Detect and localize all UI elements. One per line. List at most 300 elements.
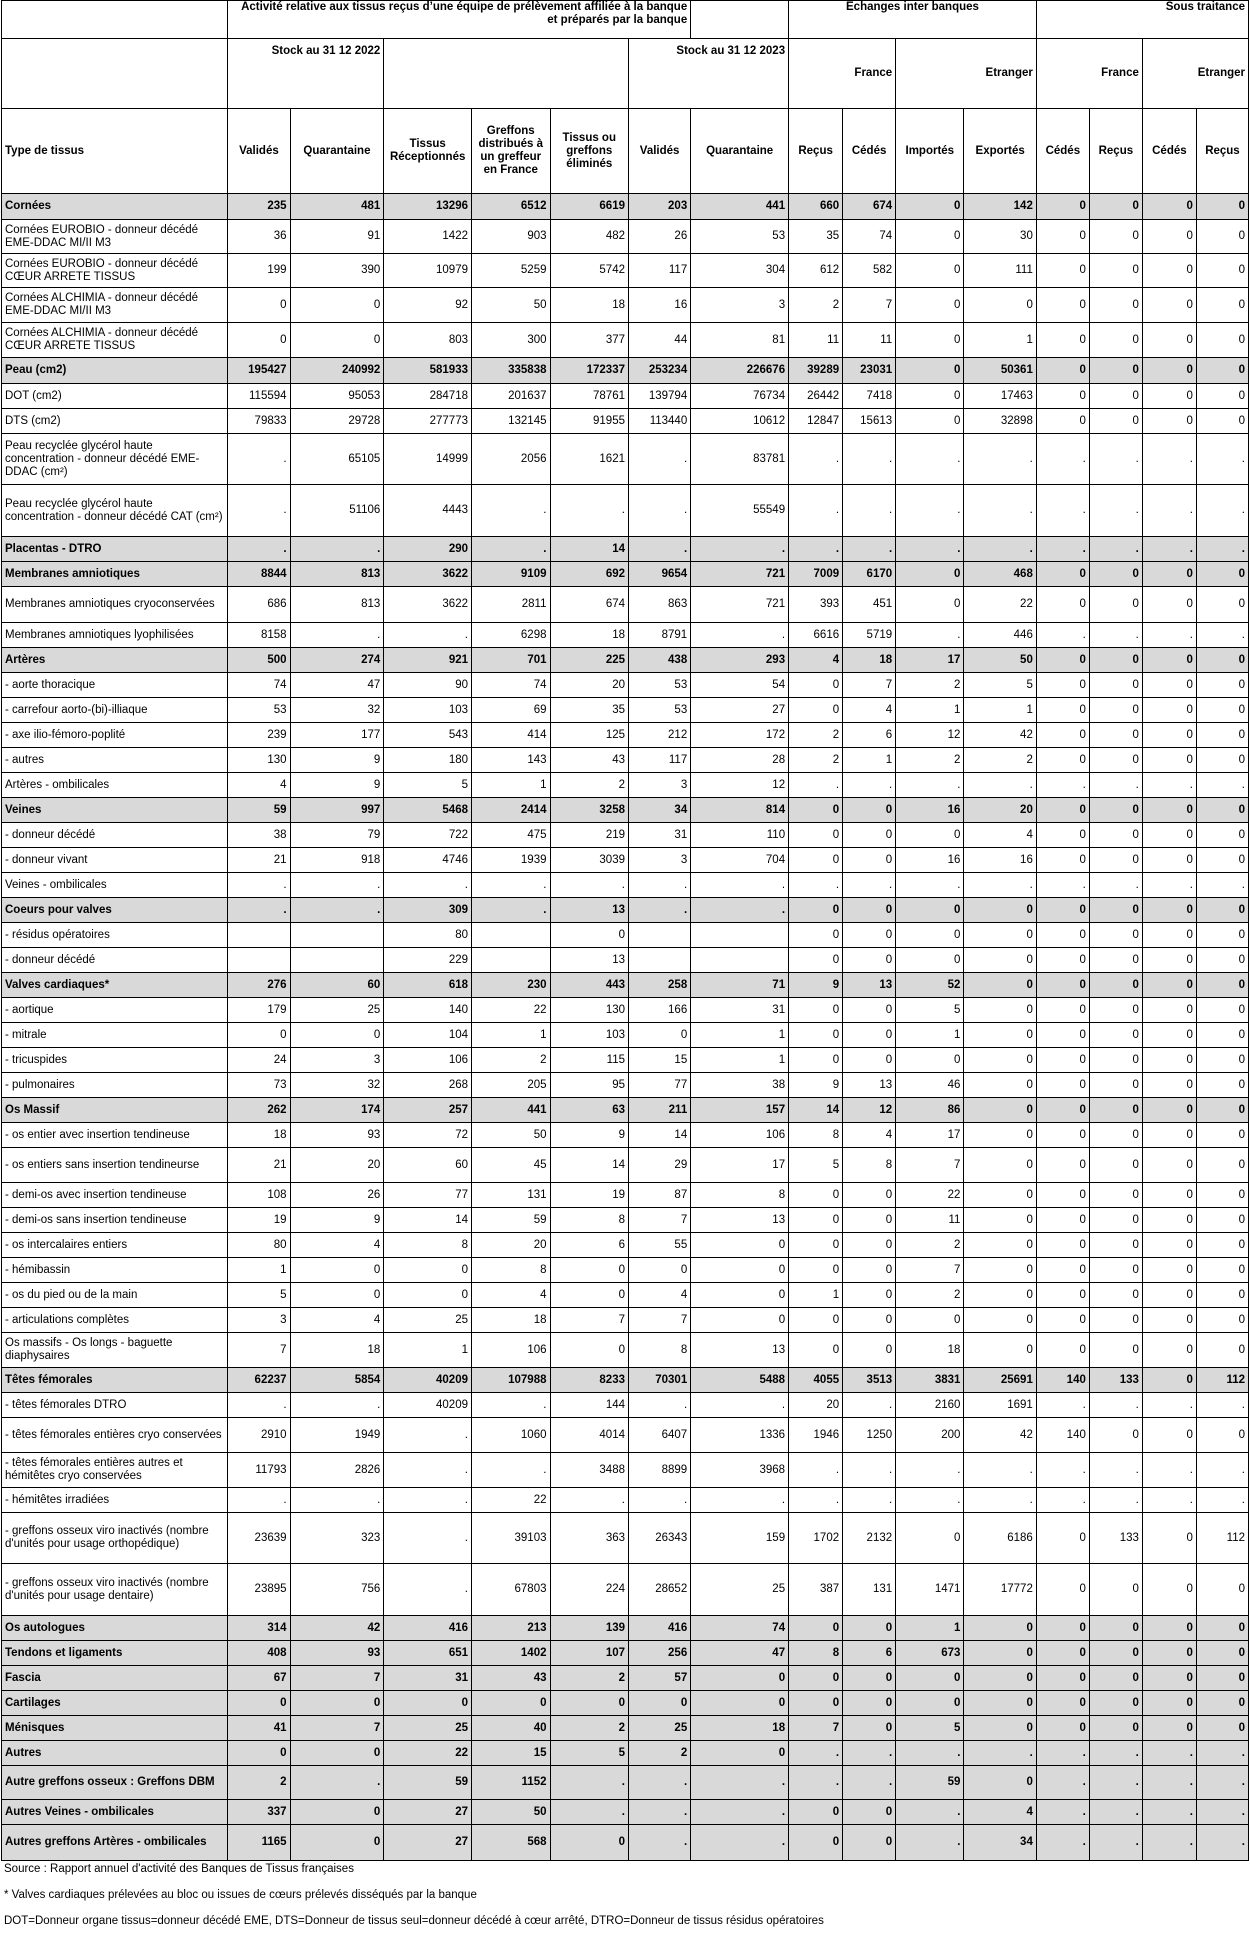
- table-cell: 15: [629, 1048, 691, 1073]
- table-cell: 8: [472, 1258, 551, 1283]
- table-cell: 4014: [550, 1418, 629, 1453]
- table-cell: 9654: [629, 562, 691, 587]
- table-cell: 0: [1036, 1073, 1089, 1098]
- table-cell: 0: [1142, 323, 1196, 358]
- row-label: - os entiers sans insertion tendineurse: [2, 1148, 228, 1183]
- table-cell: 6: [843, 723, 896, 748]
- table-cell: .: [1089, 1488, 1142, 1513]
- table-cell: 139: [550, 1616, 629, 1641]
- table-cell: 0: [1196, 648, 1248, 673]
- table-cell: 543: [384, 723, 472, 748]
- table-cell: 443: [550, 973, 629, 998]
- column-header: Tissus ou greffons éliminés: [550, 109, 629, 194]
- table-cell: 0: [789, 1616, 843, 1641]
- table-cell: 5: [550, 1741, 629, 1766]
- table-cell: 692: [550, 562, 629, 587]
- table-cell: .: [843, 434, 896, 485]
- table-cell: .: [1036, 1741, 1089, 1766]
- row-label: Têtes fémorales: [2, 1368, 228, 1393]
- table-cell: 201637: [472, 384, 551, 409]
- table-cell: 813: [290, 562, 384, 587]
- table-cell: 59: [384, 1766, 472, 1800]
- table-cell: 6407: [629, 1418, 691, 1453]
- table-cell: 416: [629, 1616, 691, 1641]
- table-cell: 142: [964, 194, 1036, 220]
- table-cell: 0: [1142, 748, 1196, 773]
- table-cell: 12: [896, 723, 964, 748]
- table-cell: 50: [472, 288, 551, 323]
- header-stock-2023: Stock au 31 12 2023: [629, 39, 789, 109]
- table-cell: .: [1142, 1825, 1196, 1861]
- table-cell: 7: [290, 1666, 384, 1691]
- table-cell: 54: [691, 673, 789, 698]
- table-cell: 24: [228, 1048, 290, 1073]
- table-cell: 83781: [691, 434, 789, 485]
- table-cell: 446: [964, 623, 1036, 648]
- table-cell: 0: [843, 1616, 896, 1641]
- row-label: Membranes amniotiques lyophilisées: [2, 623, 228, 648]
- row-label: Ménisques: [2, 1716, 228, 1741]
- table-cell: 23031: [843, 358, 896, 384]
- row-label: - hémibassin: [2, 1258, 228, 1283]
- table-cell: .: [1196, 1766, 1248, 1800]
- table-cell: 0: [896, 194, 964, 220]
- table-cell: 3: [228, 1308, 290, 1333]
- column-header: Importés: [896, 109, 964, 194]
- table-cell: 140: [1036, 1368, 1089, 1393]
- table-cell: .: [896, 1453, 964, 1488]
- row-label: - demi-os avec insertion tendineuse: [2, 1183, 228, 1208]
- table-group-row: [2, 1766, 1249, 1800]
- table-cell: 363: [550, 1513, 629, 1564]
- table-cell: 335838: [472, 358, 551, 384]
- table-cell: 416: [384, 1616, 472, 1641]
- table-group-row: [2, 1691, 1249, 1716]
- table-cell: 3258: [550, 798, 629, 823]
- table-cell: 0: [1036, 220, 1089, 254]
- header-blank-2: [2, 39, 228, 109]
- table-cell: 2: [550, 773, 629, 798]
- table-cell: .: [290, 1488, 384, 1513]
- column-header: Reçus: [789, 109, 843, 194]
- table-cell: 0: [1036, 998, 1089, 1023]
- table-cell: 13: [691, 1333, 789, 1368]
- table-cell: 1422: [384, 220, 472, 254]
- table-cell: 0: [1036, 1716, 1089, 1741]
- table-cell: .: [472, 898, 551, 923]
- table-cell: .: [1089, 1393, 1142, 1418]
- table-cell: 2: [896, 673, 964, 698]
- table-cell: 133: [1089, 1513, 1142, 1564]
- table-cell: 0: [843, 798, 896, 823]
- table-cell: 46: [896, 1073, 964, 1098]
- table-cell: 53: [691, 220, 789, 254]
- table-cell: 57: [629, 1666, 691, 1691]
- table-cell: 686: [228, 587, 290, 623]
- table-cell: 1165: [228, 1825, 290, 1861]
- table-cell: 0: [964, 1258, 1036, 1283]
- table-cell: 0: [789, 848, 843, 873]
- table-cell: 45: [472, 1148, 551, 1183]
- table-cell: 18: [550, 623, 629, 648]
- table-row: [2, 1258, 1249, 1283]
- table-cell: 229: [384, 948, 472, 973]
- table-cell: 309: [384, 898, 472, 923]
- table-cell: 16: [629, 288, 691, 323]
- table-cell: 0: [1036, 1564, 1089, 1616]
- column-header: Tissus Réceptionnés: [384, 109, 472, 194]
- table-cell: 0: [896, 409, 964, 434]
- table-cell: 22: [472, 998, 551, 1023]
- table-cell: 0: [1036, 948, 1089, 973]
- table-cell: .: [1196, 1825, 1248, 1861]
- table-cell: 0: [1142, 1333, 1196, 1368]
- table-cell: 0: [1196, 1616, 1248, 1641]
- table-cell: .: [1142, 434, 1196, 485]
- table-cell: 0: [1196, 1048, 1248, 1073]
- table-cell: 0: [1089, 1183, 1142, 1208]
- table-cell: .: [228, 1488, 290, 1513]
- table-cell: 0: [1089, 194, 1142, 220]
- table-cell: 5468: [384, 798, 472, 823]
- table-cell: 8: [789, 1123, 843, 1148]
- table-cell: 0: [1196, 358, 1248, 384]
- table-cell: 0: [789, 923, 843, 948]
- table-cell: .: [629, 485, 691, 537]
- table-cell: .: [550, 1766, 629, 1800]
- table-cell: .: [843, 1488, 896, 1513]
- table-cell: 1949: [290, 1418, 384, 1453]
- row-label: Cornées EUROBIO - donneur décédé CŒUR ARRETE TISSUS: [2, 254, 228, 288]
- table-cell: 0: [789, 898, 843, 923]
- table-row: [2, 873, 1249, 898]
- table-cell: 17: [896, 648, 964, 673]
- row-label: - os du pied ou de la main: [2, 1283, 228, 1308]
- table-cell: .: [1036, 623, 1089, 648]
- table-cell: .: [1196, 1488, 1248, 1513]
- table-cell: 0: [896, 1048, 964, 1073]
- table-cell: 13: [843, 1073, 896, 1098]
- table-cell: 174: [290, 1098, 384, 1123]
- table-cell: .: [964, 485, 1036, 537]
- table-group-row: [2, 358, 1249, 384]
- table-cell: 1: [228, 1258, 290, 1283]
- table-cell: .: [1196, 773, 1248, 798]
- table-cell: .: [384, 623, 472, 648]
- table-cell: 5488: [691, 1368, 789, 1393]
- table-cell: 0: [1142, 1098, 1196, 1123]
- table-cell: 0: [789, 1048, 843, 1073]
- table-cell: 47: [290, 673, 384, 698]
- table-cell: [228, 948, 290, 973]
- table-cell: 2: [789, 288, 843, 323]
- table-cell: 7: [629, 1208, 691, 1233]
- table-cell: .: [228, 873, 290, 898]
- table-cell: 0: [1196, 1258, 1248, 1283]
- table-cell: 475: [472, 823, 551, 848]
- table-cell: 73: [228, 1073, 290, 1098]
- table-cell: 0: [1196, 1283, 1248, 1308]
- table-cell: 0: [843, 1800, 896, 1825]
- table-cell: 0: [1196, 1233, 1248, 1258]
- table-cell: 568: [472, 1825, 551, 1861]
- table-cell: 12847: [789, 409, 843, 434]
- table-cell: 80: [384, 923, 472, 948]
- table-cell: 76734: [691, 384, 789, 409]
- header-blank: [2, 1, 228, 39]
- table-row: [2, 1023, 1249, 1048]
- table-cell: 0: [964, 288, 1036, 323]
- table-cell: 8: [843, 1148, 896, 1183]
- table-cell: 0: [1089, 1233, 1142, 1258]
- table-cell: 23639: [228, 1513, 290, 1564]
- table-cell: 813: [290, 587, 384, 623]
- table-cell: 0: [550, 923, 629, 948]
- table-cell: 103: [384, 698, 472, 723]
- table-cell: 25: [384, 1308, 472, 1333]
- table-cell: 0: [1196, 723, 1248, 748]
- table-cell: 2056: [472, 434, 551, 485]
- table-cell: 7: [896, 1258, 964, 1283]
- table-cell: 140: [384, 998, 472, 1023]
- row-label: - aorte thoracique: [2, 673, 228, 698]
- table-cell: 0: [896, 288, 964, 323]
- table-cell: 0: [1089, 948, 1142, 973]
- table-cell: 0: [691, 1233, 789, 1258]
- table-cell: .: [896, 1741, 964, 1766]
- table-cell: 0: [1036, 1048, 1089, 1073]
- table-cell: 256: [629, 1641, 691, 1666]
- table-cell: 0: [964, 1333, 1036, 1368]
- table-cell: 468: [964, 562, 1036, 587]
- table-cell: .: [843, 873, 896, 898]
- row-label: - mitrale: [2, 1023, 228, 1048]
- table-cell: 35: [550, 698, 629, 723]
- table-cell: 0: [843, 823, 896, 848]
- table-cell: 0: [896, 1513, 964, 1564]
- table-cell: 0: [1142, 1233, 1196, 1258]
- table-cell: 1691: [964, 1393, 1036, 1418]
- table-row: [2, 948, 1249, 973]
- table-cell: 0: [1142, 220, 1196, 254]
- table-cell: 14: [550, 537, 629, 562]
- row-label: Membranes amniotiques cryoconservées: [2, 587, 228, 623]
- table-cell: [290, 923, 384, 948]
- table-cell: 50: [472, 1123, 551, 1148]
- row-label: Veines: [2, 798, 228, 823]
- table-cell: 6186: [964, 1513, 1036, 1564]
- table-cell: 0: [691, 1691, 789, 1716]
- table-cell: 0: [964, 1148, 1036, 1183]
- table-cell: 262: [228, 1098, 290, 1123]
- header-sous-etranger: Etranger: [1142, 39, 1248, 109]
- row-label: - donneur décédé: [2, 948, 228, 973]
- table-cell: 0: [1142, 898, 1196, 923]
- table-cell: 26343: [629, 1513, 691, 1564]
- table-cell: .: [843, 1453, 896, 1488]
- table-cell: 3831: [896, 1368, 964, 1393]
- table-cell: 290: [384, 537, 472, 562]
- table-cell: 32: [290, 698, 384, 723]
- table-cell: 224: [550, 1564, 629, 1616]
- table-cell: 132145: [472, 409, 551, 434]
- table-cell: [629, 923, 691, 948]
- table-cell: 53: [629, 673, 691, 698]
- table-cell: 0: [896, 823, 964, 848]
- table-row: [2, 1073, 1249, 1098]
- table-cell: 314: [228, 1616, 290, 1641]
- table-cell: .: [629, 873, 691, 898]
- table-cell: 0: [896, 898, 964, 923]
- table-cell: .: [1196, 1453, 1248, 1488]
- table-cell: 59: [228, 798, 290, 823]
- table-cell: 2: [228, 1766, 290, 1800]
- table-cell: 117: [629, 748, 691, 773]
- table-cell: 3622: [384, 562, 472, 587]
- table-cell: 113440: [629, 409, 691, 434]
- table-cell: 441: [472, 1098, 551, 1123]
- table-cell: 1: [691, 1023, 789, 1048]
- table-cell: 0: [1089, 409, 1142, 434]
- table-cell: 4: [629, 1283, 691, 1308]
- table-cell: 44: [629, 323, 691, 358]
- table-cell: [691, 923, 789, 948]
- table-cell: 0: [896, 1308, 964, 1333]
- table-cell: 104: [384, 1023, 472, 1048]
- table-cell: .: [629, 1766, 691, 1800]
- table-cell: .: [1036, 1825, 1089, 1861]
- table-cell: 0: [1036, 384, 1089, 409]
- row-label: - donneur vivant: [2, 848, 228, 873]
- table-cell: 0: [1036, 723, 1089, 748]
- table-cell: 3968: [691, 1453, 789, 1488]
- table-cell: 3: [629, 773, 691, 798]
- table-cell: 0: [896, 384, 964, 409]
- table-cell: 2: [964, 748, 1036, 773]
- footnote-source: Source : Rapport annuel d'activité des Banques de Tissus françaises: [4, 1863, 354, 1875]
- table-cell: 0: [550, 1333, 629, 1368]
- table-cell: 21: [228, 848, 290, 873]
- row-label: - résidus opératoires: [2, 923, 228, 948]
- table-cell: 5: [964, 673, 1036, 698]
- table-cell: 34: [964, 1825, 1036, 1861]
- table-cell: 0: [1089, 1333, 1142, 1368]
- row-label: Tendons et ligaments: [2, 1641, 228, 1666]
- table-cell: 50: [964, 648, 1036, 673]
- table-cell: 0: [1196, 384, 1248, 409]
- row-label: Autres: [2, 1741, 228, 1766]
- table-cell: 414: [472, 723, 551, 748]
- table-cell: 0: [1089, 1308, 1142, 1333]
- table-cell: 0: [1196, 948, 1248, 973]
- table-cell: .: [1089, 434, 1142, 485]
- table-cell: 0: [1142, 723, 1196, 748]
- table-cell: 27: [384, 1825, 472, 1861]
- table-cell: .: [629, 1393, 691, 1418]
- table-group-row: [2, 1741, 1249, 1766]
- table-cell: 125: [550, 723, 629, 748]
- table-cell: 226676: [691, 358, 789, 384]
- table-cell: 0: [1142, 1283, 1196, 1308]
- table-cell: 39103: [472, 1513, 551, 1564]
- table-cell: 74: [228, 673, 290, 698]
- table-cell: 9: [789, 973, 843, 998]
- table-cell: 1946: [789, 1418, 843, 1453]
- table-cell: 0: [1142, 562, 1196, 587]
- table-row: [2, 1183, 1249, 1208]
- table-cell: 0: [1036, 823, 1089, 848]
- table-cell: 921: [384, 648, 472, 673]
- table-cell: 7: [843, 673, 896, 698]
- table-cell: 112: [1196, 1513, 1248, 1564]
- table-cell: 131: [472, 1183, 551, 1208]
- table-cell: 47: [691, 1641, 789, 1666]
- table-cell: 0: [1089, 384, 1142, 409]
- table-cell: .: [1089, 623, 1142, 648]
- table-cell: 7: [228, 1333, 290, 1368]
- table-cell: 29728: [290, 409, 384, 434]
- table-cell: .: [384, 1488, 472, 1513]
- header-stock-2022: Stock au 31 12 2022: [228, 39, 384, 109]
- table-cell: 377: [550, 323, 629, 358]
- table-cell: 0: [290, 1258, 384, 1283]
- header-activite-tail: [691, 1, 789, 39]
- table-cell: 0: [1036, 323, 1089, 358]
- table-cell: 5742: [550, 254, 629, 288]
- table-cell: 0: [228, 323, 290, 358]
- table-cell: 20: [964, 798, 1036, 823]
- row-label: DOT (cm2): [2, 384, 228, 409]
- table-cell: .: [472, 1393, 551, 1418]
- table-cell: 0: [1142, 1564, 1196, 1616]
- table-cell: 0: [1142, 1666, 1196, 1691]
- tissue-activity-table: [1, 0, 1249, 1861]
- table-cell: 0: [964, 1766, 1036, 1800]
- table-cell: 0: [550, 1258, 629, 1283]
- table-cell: 7: [789, 1716, 843, 1741]
- table-cell: 0: [1089, 1208, 1142, 1233]
- table-cell: 4: [472, 1283, 551, 1308]
- table-cell: 0: [1089, 798, 1142, 823]
- table-cell: 10979: [384, 254, 472, 288]
- table-cell: [691, 948, 789, 973]
- table-cell: 1: [843, 748, 896, 773]
- table-cell: 0: [1142, 848, 1196, 873]
- table-cell: 0: [896, 254, 964, 288]
- table-cell: 18: [472, 1308, 551, 1333]
- table-cell: 0: [1036, 1283, 1089, 1308]
- table-cell: .: [1089, 537, 1142, 562]
- column-header: Quarantaine: [691, 109, 789, 194]
- table-cell: 0: [290, 1283, 384, 1308]
- table-cell: 6616: [789, 623, 843, 648]
- table-cell: 22: [964, 587, 1036, 623]
- table-cell: .: [472, 873, 551, 898]
- table-row: [2, 1208, 1249, 1233]
- table-cell: .: [1036, 1800, 1089, 1825]
- table-cell: .: [691, 873, 789, 898]
- table-cell: 0: [843, 998, 896, 1023]
- table-cell: 651: [384, 1641, 472, 1666]
- table-cell: 130: [550, 998, 629, 1023]
- table-cell: 0: [1142, 587, 1196, 623]
- table-cell: 17: [691, 1148, 789, 1183]
- table-group-row: [2, 973, 1249, 998]
- column-header: Validés: [629, 109, 691, 194]
- row-label: Cornées: [2, 194, 228, 220]
- table-cell: .: [964, 537, 1036, 562]
- table-cell: 26: [629, 220, 691, 254]
